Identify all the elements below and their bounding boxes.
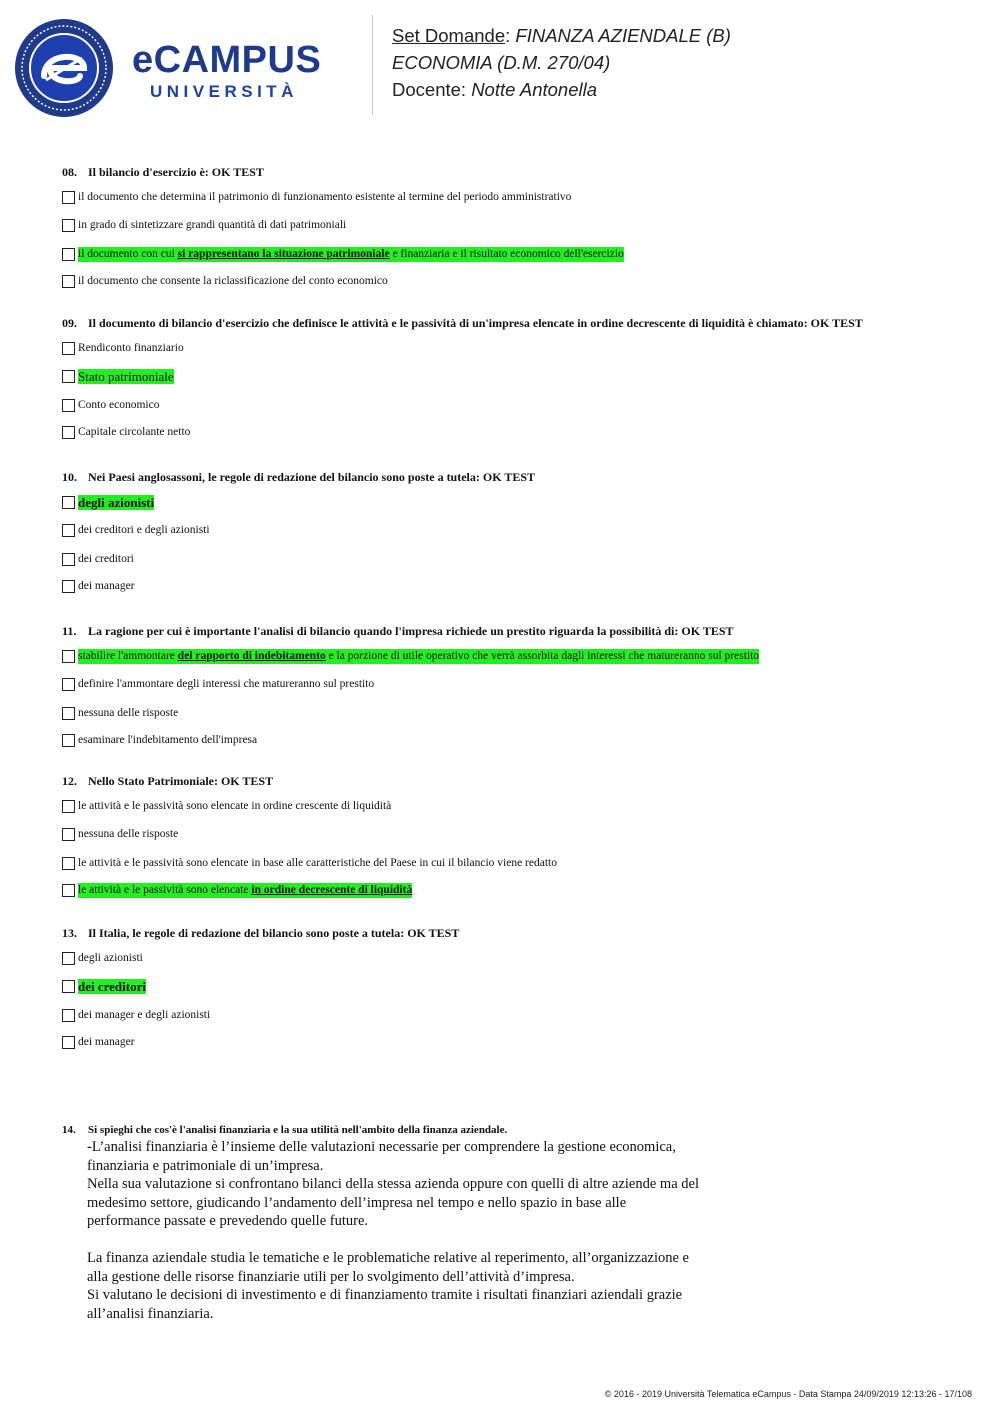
- answer-line: La finanza aziendale studia le tematiche e le problematiche relative al reperimento, all’organizzazione e: [87, 1250, 689, 1266]
- option-text-part: e la porzione di utile operativo che verrà assorbita dagli interessi che matureranno sul prestito: [325, 649, 760, 662]
- answer-line: -L’analisi finanziaria è l’insieme delle valutazioni necessarie per comprendere la gestione economica,: [87, 1139, 676, 1155]
- ecampus-logo-icon: [14, 18, 124, 128]
- option-row-correct[interactable]: [62, 881, 412, 899]
- option-checkbox[interactable]: [62, 191, 75, 204]
- answer-line: [87, 1231, 699, 1250]
- option-checkbox[interactable]: [62, 342, 75, 355]
- brand-sub: UNIVERSITÀ: [150, 82, 298, 101]
- brand-name: eCAMPUS: [132, 39, 322, 81]
- option-text-part: definire l'ammontare degli interessi che matureranno sul prestito: [78, 677, 375, 690]
- header-divider: [372, 15, 373, 115]
- page-footer: © 2016 - 2019 Università Telematica eCampus - Data Stampa 24/09/2019 12:13:26 - 17/108: [604, 1389, 972, 1399]
- option-checkbox[interactable]: [62, 678, 75, 691]
- option-checkbox[interactable]: [62, 496, 75, 509]
- degree-name: ECONOMIA (D.M. 270/04): [392, 52, 611, 73]
- question-title: [62, 926, 459, 941]
- option-text-part: dei manager e degli azionisti: [78, 1008, 211, 1021]
- option-row[interactable]: [62, 704, 178, 722]
- option-row[interactable]: [62, 339, 184, 357]
- option-label: [78, 523, 210, 538]
- header-line-course: Set Domande: FINANZA AZIENDALE (B): [392, 25, 731, 46]
- option-checkbox[interactable]: [62, 553, 75, 566]
- option-row-correct[interactable]: [62, 647, 759, 665]
- option-row[interactable]: [62, 949, 143, 967]
- option-label: [78, 1035, 135, 1050]
- option-checkbox[interactable]: [62, 884, 75, 897]
- answer-line: Nella sua valutazione si confrontano bilanci della stessa azienda oppure con quelli di altre aziende ma del: [87, 1176, 699, 1192]
- option-checkbox[interactable]: [62, 580, 75, 593]
- question-number: 13.: [62, 926, 77, 940]
- question-number: 14.: [62, 1124, 76, 1136]
- teacher-name: Notte Antonella: [471, 79, 598, 100]
- option-checkbox[interactable]: [62, 1036, 75, 1049]
- option-checkbox[interactable]: [62, 734, 75, 747]
- option-checkbox[interactable]: [62, 219, 75, 232]
- option-row[interactable]: [62, 854, 557, 872]
- question-number: 12.: [62, 774, 77, 788]
- option-text-part: Conto economico: [78, 398, 160, 411]
- option-label: [78, 677, 374, 692]
- option-text-part: il documento con cui: [78, 247, 178, 260]
- option-text-part: esaminare l'indebitamento dell'impresa: [78, 733, 258, 746]
- open-question-title: [62, 1124, 507, 1136]
- option-checkbox[interactable]: [62, 1009, 75, 1022]
- option-emphasis: del rapporto di indebitamento: [177, 649, 326, 662]
- question-text: Si spieghi che cos'è l'analisi finanziaria e la sua utilità nell'ambito della finanza aziendale.: [88, 1124, 508, 1136]
- header-info: [392, 22, 731, 103]
- option-text-part: le attività e le passività sono elencate in base alle caratteristiche del Paese in cui il bilancio viene redatto: [78, 856, 557, 869]
- option-label: [78, 799, 391, 814]
- option-checkbox[interactable]: [62, 248, 75, 261]
- option-checkbox[interactable]: [62, 650, 75, 663]
- option-emphasis: si rappresentano la situazione patrimoniale: [177, 247, 390, 260]
- question-number: 08.: [62, 165, 77, 179]
- page-header: [0, 0, 1000, 140]
- answer-line: medesimo settore, giudicando l’andamento dell’impresa nel tempo e nello spazio in base alle: [87, 1194, 627, 1211]
- answer-line: all’analisi finanziaria.: [87, 1305, 214, 1322]
- option-row[interactable]: [62, 521, 210, 539]
- option-label: [78, 951, 143, 966]
- option-label: [78, 579, 135, 594]
- option-label: [78, 552, 134, 567]
- option-row[interactable]: [62, 188, 571, 206]
- option-text-part: e finanziaria e il risultato economico dell'esercizio: [389, 247, 624, 260]
- question-number: 09.: [62, 316, 77, 330]
- option-label: [78, 369, 174, 384]
- option-row[interactable]: [62, 731, 257, 749]
- question-text: Il Italia, le regole di redazione del bilancio sono poste a tutela: OK TEST: [88, 926, 460, 940]
- question-text: Nello Stato Patrimoniale: OK TEST: [88, 774, 274, 788]
- option-row-correct[interactable]: [62, 493, 154, 511]
- option-row[interactable]: [62, 675, 374, 693]
- option-label: [78, 706, 178, 721]
- option-text-part: Stato patrimoniale: [78, 368, 174, 384]
- header-line-degree: [392, 49, 731, 76]
- option-checkbox[interactable]: [62, 426, 75, 439]
- option-checkbox[interactable]: [62, 828, 75, 841]
- question-title: [62, 165, 264, 180]
- option-label: [78, 1008, 210, 1023]
- question-title: [62, 624, 734, 639]
- option-text-part: le attività e le passività sono elencate: [78, 883, 252, 896]
- teacher-label: Docente:: [392, 79, 467, 100]
- option-label: [78, 218, 346, 233]
- option-row[interactable]: [62, 396, 159, 414]
- option-text-part: degli azionisti: [78, 951, 143, 964]
- question-text: Il bilancio d'esercizio è: OK TEST: [88, 165, 264, 179]
- answer-line: performance passate e prevedendo quelle future.: [87, 1213, 369, 1229]
- option-label: [78, 856, 557, 871]
- option-label: [78, 883, 412, 898]
- option-checkbox[interactable]: [62, 275, 75, 288]
- option-checkbox[interactable]: [62, 800, 75, 813]
- option-text-part: stabilire l'ammontare: [78, 649, 178, 662]
- option-text-part: nessuna delle risposte: [78, 827, 179, 840]
- brand-wordmark: [132, 40, 321, 102]
- option-text-part: in grado di sintetizzare grandi quantità di dati patrimoniali: [78, 218, 347, 231]
- header-line-teacher: [392, 76, 731, 103]
- answer-line: Si valutano le decisioni di investimento e di finanziamento tramite i risultati finanziari aziendali grazie: [87, 1287, 683, 1303]
- option-row-correct[interactable]: [62, 977, 146, 995]
- option-checkbox[interactable]: [62, 857, 75, 870]
- option-row-correct[interactable]: [62, 367, 174, 385]
- option-label: [78, 733, 257, 748]
- option-emphasis: in ordine decrescente di liquidità: [251, 883, 413, 896]
- question-title: [62, 774, 273, 789]
- option-checkbox[interactable]: [62, 952, 75, 965]
- option-text-part: il documento che consente la riclassificazione del conto economico: [78, 274, 388, 287]
- option-checkbox[interactable]: [62, 707, 75, 720]
- option-text-part: dei manager: [78, 1035, 135, 1048]
- option-label: [78, 341, 184, 356]
- option-row[interactable]: [62, 577, 135, 595]
- question-text: Il documento di bilancio d'esercizio che definisce le attività e le passività di un'impresa elencate in ordine decrescente di liquidità è chiamato: OK TEST: [88, 316, 863, 330]
- option-label: [78, 425, 190, 440]
- question-title: [62, 316, 863, 331]
- option-row[interactable]: [62, 1006, 210, 1024]
- question-number: 11.: [62, 624, 77, 638]
- option-checkbox[interactable]: [62, 370, 75, 383]
- option-row[interactable]: [62, 550, 134, 568]
- option-text-part: il documento che determina il patrimonio di funzionamento esistente al termine del periodo amministrativo: [78, 190, 572, 203]
- open-answer: [87, 1138, 699, 1323]
- option-text-part: Rendiconto finanziario: [78, 341, 184, 354]
- option-row[interactable]: [62, 423, 190, 441]
- option-text-part: dei creditori: [78, 978, 146, 994]
- question-text: La ragione per cui è importante l'analisi di bilancio quando l'impresa richiede un prestito riguarda la possibilità di: OK TEST: [88, 624, 734, 638]
- option-row[interactable]: [62, 272, 388, 290]
- option-label: [78, 827, 178, 842]
- option-label: [78, 979, 146, 994]
- option-row[interactable]: [62, 1033, 135, 1051]
- option-text-part: dei creditori: [78, 552, 134, 565]
- option-row[interactable]: [62, 797, 391, 815]
- option-label: [78, 274, 388, 289]
- question-title: [62, 470, 535, 485]
- option-label: [78, 190, 571, 205]
- option-checkbox[interactable]: [62, 980, 75, 993]
- answer-line: alla gestione delle risorse finanziarie utili per lo svolgimento dell’attività d’impresa.: [87, 1268, 575, 1285]
- answer-line: finanziaria e patrimoniale di un’impresa.: [87, 1157, 324, 1174]
- option-label: [78, 398, 159, 413]
- option-text-part: dei manager: [78, 579, 135, 592]
- option-text-part: nessuna delle risposte: [78, 706, 179, 719]
- option-row[interactable]: [62, 825, 178, 843]
- option-checkbox[interactable]: [62, 524, 75, 537]
- option-row[interactable]: [62, 216, 346, 234]
- question-text: Nei Paesi anglosassoni, le regole di redazione del bilancio sono poste a tutela: OK TEST: [88, 470, 536, 484]
- set-label: Set Domande: [392, 25, 506, 46]
- option-text-part: degli azionisti: [78, 494, 155, 510]
- option-checkbox[interactable]: [62, 399, 75, 412]
- option-label: [78, 495, 154, 510]
- option-label: [78, 649, 759, 664]
- question-number: 10.: [62, 470, 77, 484]
- option-label: [78, 247, 624, 262]
- option-text-part: dei creditori e degli azionisti: [78, 523, 210, 536]
- option-text-part: le attività e le passività sono elencate in ordine crescente di liquidità: [78, 799, 392, 812]
- option-row-correct[interactable]: [62, 245, 624, 263]
- option-text-part: Capitale circolante netto: [78, 425, 191, 438]
- course-name: FINANZA AZIENDALE (B): [515, 25, 731, 46]
